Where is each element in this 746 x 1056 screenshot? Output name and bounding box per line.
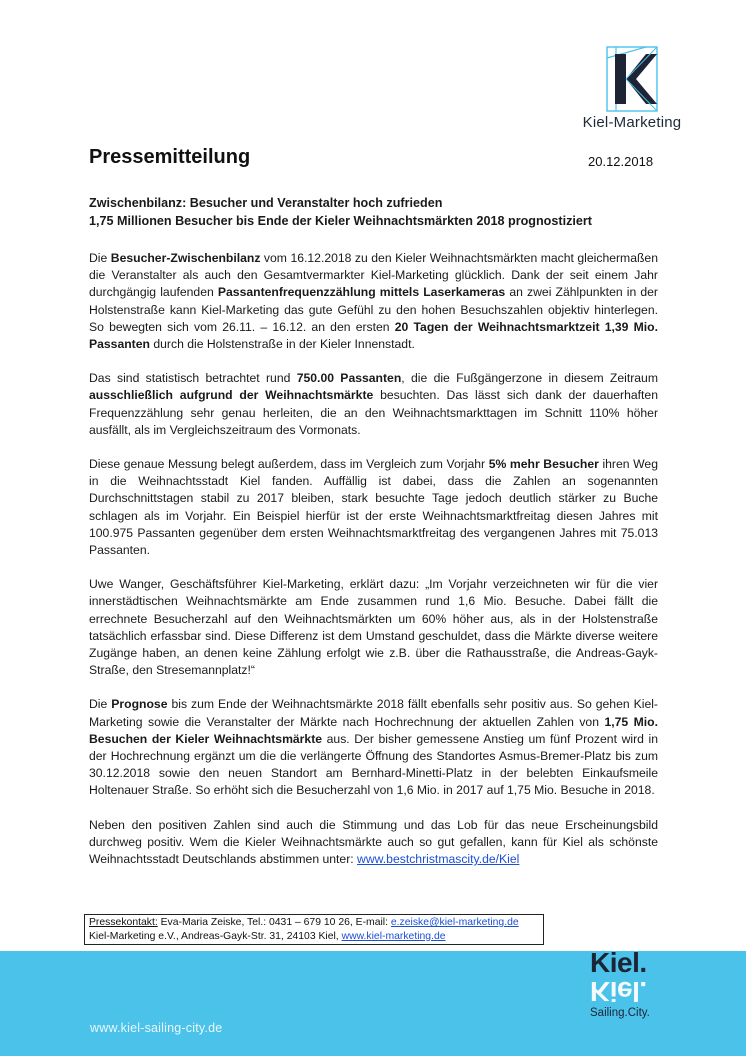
kiel-logo-tagline: Sailing.City. bbox=[590, 1007, 650, 1019]
kiel-logo-text: Kiel. bbox=[590, 947, 647, 978]
contact-line-1: Pressekontakt: Eva-Maria Zeiske, Tel.: 0431 – 679 10 26, E-mail: e.zeiske@kiel-marketing.de bbox=[89, 917, 519, 928]
press-release-body bbox=[89, 195, 658, 885]
headline-line-1: Zwischenbilanz: Besucher und Veranstalter hoch zufrieden bbox=[89, 196, 443, 210]
page-title: Pressemitteilung bbox=[89, 146, 251, 168]
kiel-marketing-logo bbox=[582, 46, 682, 131]
paragraph-6: Neben den positiven Zahlen sind auch die Stimmung und das Lob für das neue Erscheinungsbild durchweg positiv. Wem die Kieler Weihnachtsmärkte auch so gut gefallen, kann für Kiel als schönste Weihnachtsstadt Deutschlands abstimmen unter: www.bestchristmascity.de/Kiel bbox=[89, 817, 658, 867]
bestchristmascity-link[interactable]: www.bestchristmascity.de/Kiel bbox=[357, 852, 520, 867]
contact-email-link[interactable]: e.zeiske@kiel-marketing.de bbox=[390, 917, 519, 928]
contact-label: Pressekontakt: bbox=[89, 917, 158, 928]
paragraph-2: Das sind statistisch betrachtet rund 750.00 Passanten, die die Fußgängerzone in diesem Zeitraum ausschließlich aufgrund der Weihnachtsmärkte besuchten. Das lässt sich dank der dauerhaften Frequenzzählung sehr genau herleiten, die an den Weihnachtsmarkttagen im Schnitt 110% höher ausfällt, als im Vergleichszeitraum des Vormonats. bbox=[89, 371, 658, 437]
paragraph-1: Die Besucher-Zwischenbilanz vom 16.12.2018 zu den Kieler Weihnachtsmärkten macht gleichermaßen die Veranstalter als auch den Gesamtvermarkter Kiel-Marketing glücklich. Dank der seit einem Jahr durchgängig laufenden Passantenfrequenzzählung mittels Laserkameras an zwei Zählpunkten in der Holstenstraße kann Kiel-Marketing das gute Gefühl zu den hohen Besuchszahlen objektiv hinterlegen. So bewegten sich vom 26.11. – 16.12. an den ersten 20 Tagen der Weihnachtsmarktzeit 1,39 Mio. Passanten durch die Holstenstraße in der Kieler Innenstadt. bbox=[89, 251, 658, 352]
km-logo-icon bbox=[606, 46, 658, 112]
headline-line-2: 1,75 Millionen Besucher bis Ende der Kieler Weihnachtsmärkten 2018 prognostiziert bbox=[89, 213, 592, 228]
contact-line-2: Kiel-Marketing e.V., Andreas-Gayk-Str. 31, 24103 Kiel, www.kiel-marketing.de bbox=[89, 930, 446, 942]
release-date: 20.12.2018 bbox=[588, 154, 654, 169]
footer-url: www.kiel-sailing-city.de bbox=[90, 1021, 223, 1035]
headline bbox=[89, 195, 658, 230]
kiel-logo-reflection: Kiel. bbox=[590, 976, 647, 1007]
kiel-sailing-city-logo bbox=[590, 948, 670, 1019]
paragraph-3: Diese genaue Messung belegt außerdem, dass im Vergleich zum Vorjahr 5% mehr Besucher ihren Weg in die Weihnachtsstadt Kiel fanden. Auffällig ist dabei, dass die Zahlen an sogenannten Durchschnittstagen stabil zu 2017 bleiben, stark besuchte Tage jedoch deutlich stärker zu Buche schlagen als im Vorjahr. Ein Beispiel hierfür ist der erste Weihnachtsmarktfreitag diesen Jahres mit 100.975 Passanten gegenüber dem ersten Weihnachtsmarktfreitag des vergangenen Jahres mit 75.013 Passanten. bbox=[89, 457, 658, 558]
paragraph-5: Die Prognose bis zum Ende der Weihnachtsmärkte 2018 fällt ebenfalls sehr positiv aus. So gehen Kiel-Marketing sowie die Veranstalter der Märkte nach Hochrechnung der aktuellen Zahlen von 1,75 Mio. Besuchen der Kieler Weihnachtsmärkte aus. Der bisher gemessene Anstieg um fünf Prozent wird in der Hochrechnung ergänzt um die die verlängerte Öffnung des Standortes Asmus-Bremer-Platz bis zum 30.12.2018 sowie den neuen Standort am Bernhard-Minetti-Platz in der belebten Einkaufsmeile Holtenauer Straße. So erhöht sich die Besucherzahl von 1,6 Mio. in 2017 auf 1,75 Mio. Besuche in 2018. bbox=[89, 697, 659, 798]
kiel-marketing-web-link[interactable]: www.kiel-marketing.de bbox=[341, 930, 446, 942]
brand-name: Kiel-Marketing bbox=[582, 114, 682, 131]
press-contact-box bbox=[84, 914, 544, 945]
paragraph-4-quote: Uwe Wanger, Geschäftsführer Kiel-Marketing, erklärt dazu: „Im Vorjahr verzeichneten wir für die vier innerstädtischen Weihnachtsmärkte am Ende zusammen rund 1,6 Mio. Besuche. Dabei fällt die errechnete Besucherzahl auf den Weihnachtsmärkten um 60% höher aus, als in der Holstenstraße tatsächlich erfassbar sind. Diese Differenz ist dem Umstand geschuldet, dass die Märkte diverse weitere Zugänge haben, an denen keine Zählung erfolgt wie z.B. über die Rathausstraße, die Andreas-Gayk-Straße, den Stresemannplatz!“ bbox=[89, 577, 658, 678]
